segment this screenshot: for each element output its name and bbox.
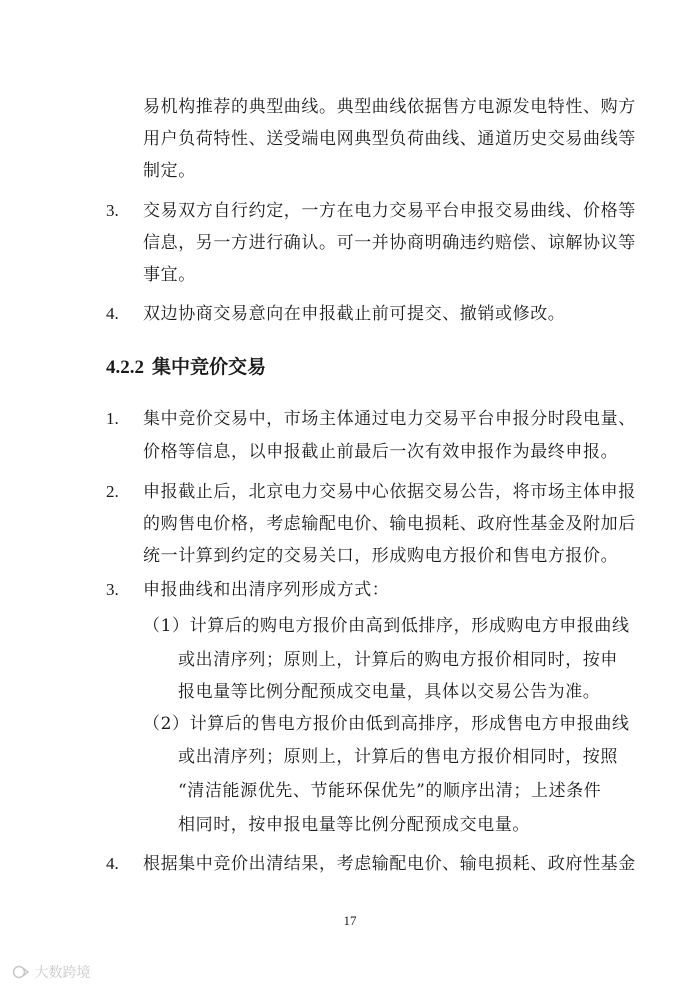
list-number: 3. xyxy=(106,580,119,599)
list-item-line: 交易双方自行约定，一方在电力交易平台申报交易曲线、价格等 xyxy=(143,201,636,221)
section-heading xyxy=(106,354,266,381)
page-number: 17 xyxy=(343,913,357,928)
list-item-line: 双边协商交易意向在申报截止前可提交、撤销或修改。 xyxy=(143,304,566,324)
list-item-line: 集中竞价交易中，市场主体通过电力交易平台申报分时段电量、 xyxy=(143,409,636,429)
list-number: 4. xyxy=(106,304,119,323)
paragraph-line: 制定。 xyxy=(143,161,196,181)
subitem-line: 或出清序列；原则上，计算后的售电方报价相同时，按照 xyxy=(178,747,618,767)
subitem-line: 或出清序列；原则上，计算后的购电方报价相同时，按申 xyxy=(178,650,618,670)
list-item-line: 申报截止后，北京电力交易中心依据交易公告，将市场主体申报 xyxy=(143,482,636,502)
watermark-text: 大数跨境 xyxy=(34,965,91,981)
paragraph-line: 用户负荷特性、送受端电网典型负荷曲线、通道历史交易曲线等 xyxy=(143,129,636,149)
section-number: 4.2.2 xyxy=(106,357,144,378)
watermark xyxy=(12,962,90,982)
list-number: 2. xyxy=(106,482,119,501)
subitem-line: “清洁能源优先、节能环保优先”的顺序出清；上述条件 xyxy=(178,781,602,801)
list-number: 1. xyxy=(106,409,119,428)
list-number: 4. xyxy=(106,854,119,873)
subitem-line: （1）计算后的购电方报价由高到低排序，形成购电方申报曲线 xyxy=(143,616,630,636)
list-item-line: 申报曲线和出清序列形成方式： xyxy=(143,580,390,600)
watermark-logo-icon xyxy=(12,965,30,979)
subitem-line: （2）计算后的售电方报价由低到高排序，形成售电方申报曲线 xyxy=(143,714,630,734)
list-item-line: 根据集中竞价出清结果，考虑输配电价、输电损耗、政府性基金 xyxy=(143,854,636,874)
paragraph-line: 易机构推荐的典型曲线。典型曲线依据售方电源发电特性、购方 xyxy=(143,97,636,117)
list-item-line: 价格等信息，以申报截止前最后一次有效申报作为最终申报。 xyxy=(143,442,619,462)
list-item-line: 事宜。 xyxy=(143,265,196,285)
list-item-line: 信息，另一方进行确认。可一并协商明确违约赔偿、谅解协议等 xyxy=(143,233,636,253)
list-item-line: 的购售电价格，考虑输配电价、输电损耗、政府性基金及附加后 xyxy=(143,514,636,534)
section-title: 集中竞价交易 xyxy=(152,356,267,378)
list-item-line: 统一计算到约定的交易关口，形成购电方报价和售电方报价。 xyxy=(143,546,619,566)
list-number: 3. xyxy=(106,201,119,220)
subitem-line: 报电量等比例分配预成交电量，具体以交易公告为准。 xyxy=(178,682,601,702)
subitem-line: 相同时，按申报电量等比例分配预成交电量。 xyxy=(178,815,530,835)
